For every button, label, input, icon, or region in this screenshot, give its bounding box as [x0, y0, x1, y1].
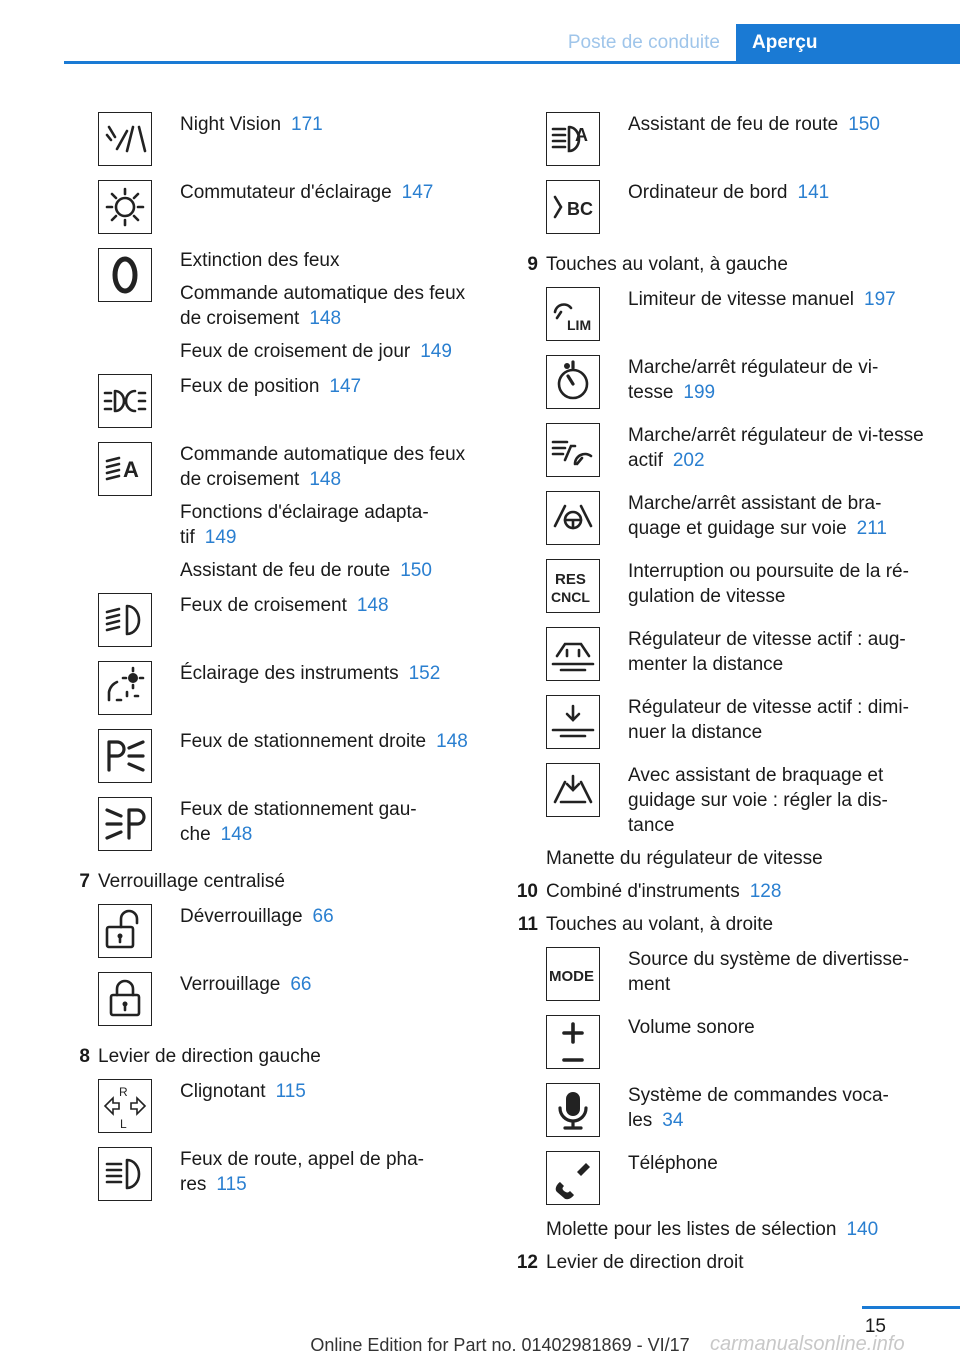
item-description — [628, 1149, 932, 1176]
high-beam-icon — [98, 1147, 152, 1201]
left-lever-list — [64, 1077, 484, 1213]
page-link[interactable]: 197 — [864, 289, 896, 310]
item-line — [628, 355, 932, 405]
item-description — [180, 1145, 484, 1197]
item-line — [628, 559, 932, 609]
page-link[interactable]: 152 — [408, 663, 441, 684]
item-label: Régulateur de vitesse actif : dimi-nuer la distance — [628, 697, 909, 743]
section-11 — [512, 912, 932, 937]
item-description — [180, 440, 484, 583]
item-line — [180, 248, 484, 273]
svg-text:RES: RES — [555, 571, 586, 588]
page-link[interactable]: 148 — [309, 469, 342, 490]
page-link[interactable]: 141 — [797, 182, 830, 203]
section-title: Verrouillage centralisé — [98, 871, 285, 892]
item-label: Feux de route, appel de pha-res — [180, 1149, 425, 1195]
page-number: 15 — [864, 1316, 886, 1337]
item-label: Source du système de divertisse-ment — [628, 949, 909, 995]
page-link[interactable]: 148 — [356, 595, 389, 616]
page-link[interactable]: 115 — [216, 1174, 247, 1195]
item-label: Déverrouillage — [180, 906, 303, 927]
page-link[interactable]: 34 — [662, 1110, 684, 1131]
list-item — [512, 693, 932, 761]
item-line — [180, 442, 484, 492]
item-description — [628, 285, 932, 312]
item-label: Feux de croisement de jour — [180, 341, 411, 362]
item-label: Assistant de feu de route — [180, 560, 391, 581]
item-line — [180, 1147, 484, 1197]
item-description — [628, 945, 932, 997]
item-line — [180, 904, 484, 929]
item-label: Feux de croisement — [180, 595, 347, 616]
section-7 — [64, 869, 484, 894]
telephone-icon — [546, 1151, 600, 1205]
item-description — [628, 1081, 932, 1133]
item-line — [180, 339, 484, 364]
item-label: Marche/arrêt régulateur de vi-tesse actif — [628, 425, 924, 471]
item-label: Verrouillage — [180, 974, 281, 995]
item-line — [180, 558, 484, 583]
list-item — [512, 489, 932, 557]
item-description — [628, 110, 932, 137]
item-label: Régulateur de vitesse actif : aug-menter la distance — [628, 629, 906, 675]
item-line — [180, 180, 484, 205]
item-line — [180, 112, 484, 137]
list-item — [64, 440, 484, 583]
item-label: Avec assistant de braquage et guidage sur voie : régler la dis-tance — [628, 765, 888, 836]
item-line — [180, 374, 484, 399]
svg-text:R: R — [119, 1085, 128, 1099]
edition-footer: Online Edition for Part no. 01402981869 - VI/17 — [310, 1335, 690, 1355]
item-line — [628, 112, 932, 137]
page-link[interactable]: 150 — [848, 114, 880, 135]
distance-decrease-icon — [546, 695, 600, 749]
item-line — [628, 180, 932, 205]
item-label: Volume sonore — [628, 1017, 755, 1038]
top-right-list — [512, 110, 932, 246]
section-number: 8 — [79, 1046, 90, 1067]
item-label: Éclairage des instruments — [180, 663, 399, 684]
item-label: Système de commandes voca-les — [628, 1085, 889, 1131]
list-item — [64, 591, 484, 659]
item-line — [628, 763, 932, 838]
page-link[interactable]: 149 — [420, 341, 452, 362]
item-label: Extinction des feux — [180, 250, 340, 271]
item-line — [628, 423, 932, 473]
item-label: Interruption ou poursuite de la ré-gulation de vitesse — [628, 561, 909, 607]
cruise-lever-note: Manette du régulateur de vitesse — [546, 848, 823, 869]
volume-icon — [546, 1015, 600, 1069]
item-description — [628, 557, 932, 609]
item-line — [628, 947, 932, 997]
item-line — [628, 491, 932, 541]
item-label: Marche/arrêt régulateur de vi-tesse — [628, 357, 879, 403]
list-item — [512, 557, 932, 625]
list-item — [64, 110, 484, 178]
section-8 — [64, 1044, 484, 1069]
svg-text:A: A — [123, 457, 139, 482]
item-label: Téléphone — [628, 1153, 718, 1174]
page-link[interactable]: 211 — [856, 518, 887, 539]
lights-off-icon — [98, 248, 152, 302]
item-description — [180, 970, 484, 997]
central-locking-list — [64, 902, 484, 1038]
item-label: Ordinateur de bord — [628, 182, 788, 203]
page-link[interactable]: 199 — [683, 382, 716, 403]
list-item — [64, 1145, 484, 1213]
item-line — [180, 661, 484, 686]
parking-lights-icon — [98, 374, 152, 428]
page-link[interactable]: 149 — [204, 527, 237, 548]
section-title-text: Combiné d'instruments — [546, 881, 740, 902]
list-item — [512, 625, 932, 693]
unlock-icon — [98, 904, 152, 958]
item-label: Assistant de feu de route — [628, 114, 839, 135]
item-line — [180, 1079, 484, 1104]
svg-text:LIM: LIM — [567, 317, 592, 333]
section-title: Touches au volant, à droite — [546, 914, 774, 935]
item-description — [628, 625, 932, 677]
res-cncl-icon — [546, 559, 600, 613]
right-column — [512, 110, 932, 1283]
page-link[interactable]: 147 — [329, 376, 362, 397]
item-description — [180, 591, 484, 618]
item-label: Limiteur de vitesse manuel — [628, 289, 854, 310]
page-link[interactable]: 140 — [846, 1219, 879, 1240]
list-item — [512, 421, 932, 489]
list-item — [512, 178, 932, 246]
auto-headlight-icon — [98, 442, 152, 496]
active-cruise-icon — [546, 423, 600, 477]
list-item — [512, 761, 932, 838]
section-10 — [512, 879, 932, 904]
item-description — [180, 902, 484, 929]
section-title: Levier de direction gauche — [98, 1046, 321, 1067]
page-link[interactable]: 202 — [672, 450, 705, 471]
list-item — [64, 727, 484, 795]
instrument-lighting-icon — [98, 661, 152, 715]
voice-control-icon — [546, 1083, 600, 1137]
turn-signal-icon — [98, 1079, 152, 1133]
high-beam-assistant-icon — [546, 112, 600, 166]
section-12 — [512, 1250, 932, 1275]
page-link[interactable]: 128 — [749, 881, 782, 902]
parking-light-left-icon — [98, 797, 152, 851]
cruise-control-icon — [546, 355, 600, 409]
item-line — [180, 797, 484, 847]
section-number: 10 — [516, 881, 538, 902]
svg-text:L: L — [120, 1117, 127, 1131]
item-line — [628, 1151, 932, 1176]
left-column — [64, 110, 484, 1213]
section-9 — [512, 252, 932, 277]
list-item — [512, 945, 932, 1013]
item-label: Marche/arrêt assistant de bra-quage et guidage sur voie — [628, 493, 882, 539]
svg-text:BC: BC — [567, 199, 593, 219]
item-description — [180, 727, 484, 754]
page-link[interactable]: 148 — [309, 308, 342, 329]
page-link[interactable]: 115 — [275, 1081, 306, 1102]
note-text: Molette pour les listes de sélection — [546, 1219, 837, 1240]
item-label: Feux de stationnement gau-che — [180, 799, 417, 845]
item-description — [180, 659, 484, 686]
night-vision-icon — [98, 112, 152, 166]
item-description — [180, 246, 484, 364]
item-line — [628, 1083, 932, 1133]
section-number: 9 — [527, 254, 538, 275]
item-description — [180, 372, 484, 399]
list-item — [64, 372, 484, 440]
list-item — [512, 1013, 932, 1081]
item-line — [180, 593, 484, 618]
item-label: Feux de stationnement droite — [180, 731, 427, 752]
list-item — [512, 1081, 932, 1149]
section-number: 11 — [517, 914, 538, 935]
item-description — [180, 110, 484, 137]
item-label: Commande automatique des feux de croisement — [180, 444, 466, 490]
list-item — [64, 795, 484, 863]
list-item — [64, 178, 484, 246]
list-item — [64, 902, 484, 970]
list-item — [512, 353, 932, 421]
svg-text:A: A — [575, 125, 588, 145]
item-description — [180, 795, 484, 847]
item-description — [628, 421, 932, 473]
item-description — [628, 489, 932, 541]
header-divider — [64, 61, 960, 64]
list-item — [512, 110, 932, 178]
footer-divider — [862, 1306, 960, 1309]
item-line — [628, 695, 932, 745]
page-link[interactable]: 147 — [401, 182, 434, 203]
list-item — [64, 659, 484, 727]
speed-limiter-icon — [546, 287, 600, 341]
item-label: Commande automatique des feux de croisement — [180, 283, 466, 329]
distance-steering-icon — [546, 763, 600, 817]
page-link[interactable]: 148 — [436, 731, 468, 752]
item-label: Clignotant — [180, 1081, 266, 1102]
page-header — [0, 24, 960, 62]
item-line — [180, 281, 484, 331]
list-item — [64, 970, 484, 1038]
item-label: Feux de position — [180, 376, 320, 397]
section-title: Levier de direction droit — [546, 1252, 744, 1273]
item-line — [628, 627, 932, 677]
mode-icon — [546, 947, 600, 1001]
left-steering-buttons-list — [512, 285, 932, 838]
svg-text:MODE: MODE — [549, 968, 594, 985]
item-line — [628, 1015, 932, 1040]
item-label: Commutateur d'éclairage — [180, 182, 392, 203]
item-description — [628, 761, 932, 838]
steering-assist-icon — [546, 491, 600, 545]
item-line — [180, 729, 484, 754]
section-title: Touches au volant, à gauche — [546, 254, 788, 275]
parking-light-right-icon — [98, 729, 152, 783]
page-link[interactable]: 148 — [220, 824, 253, 845]
item-line — [180, 500, 484, 550]
tab-poste-de-conduite[interactable]: Poste de conduite — [567, 32, 720, 53]
list-item — [512, 1149, 932, 1217]
low-beam-icon — [98, 593, 152, 647]
section-number: 12 — [516, 1252, 538, 1273]
selection-wheel-note — [546, 1217, 932, 1242]
onboard-computer-icon — [546, 180, 600, 234]
list-item — [512, 285, 932, 353]
item-line — [180, 972, 484, 997]
item-description — [180, 1077, 484, 1104]
list-item — [64, 1077, 484, 1145]
section-title — [546, 879, 932, 904]
section-number: 7 — [79, 871, 90, 892]
page-link[interactable]: 171 — [291, 114, 323, 135]
right-steering-buttons-list — [512, 945, 932, 1217]
item-description — [628, 693, 932, 745]
svg-text:CNCL: CNCL — [551, 589, 590, 605]
light-switch-icon — [98, 180, 152, 234]
lock-icon — [98, 972, 152, 1026]
page-link[interactable]: 66 — [290, 974, 312, 995]
page-link[interactable]: 66 — [312, 906, 334, 927]
lighting-list — [64, 110, 484, 863]
page-link[interactable]: 150 — [400, 560, 432, 581]
watermark: carmanualsonline.info — [710, 1333, 905, 1355]
tab-apercu[interactable]: Aperçu — [736, 24, 960, 64]
list-item — [64, 246, 484, 364]
item-line — [628, 287, 932, 312]
item-description — [180, 178, 484, 205]
item-description — [628, 1013, 932, 1040]
item-description — [628, 353, 932, 405]
item-label: Night Vision — [180, 114, 282, 135]
item-label: Fonctions d'éclairage adapta-tif — [180, 502, 429, 548]
item-description — [628, 178, 932, 205]
distance-increase-icon — [546, 627, 600, 681]
